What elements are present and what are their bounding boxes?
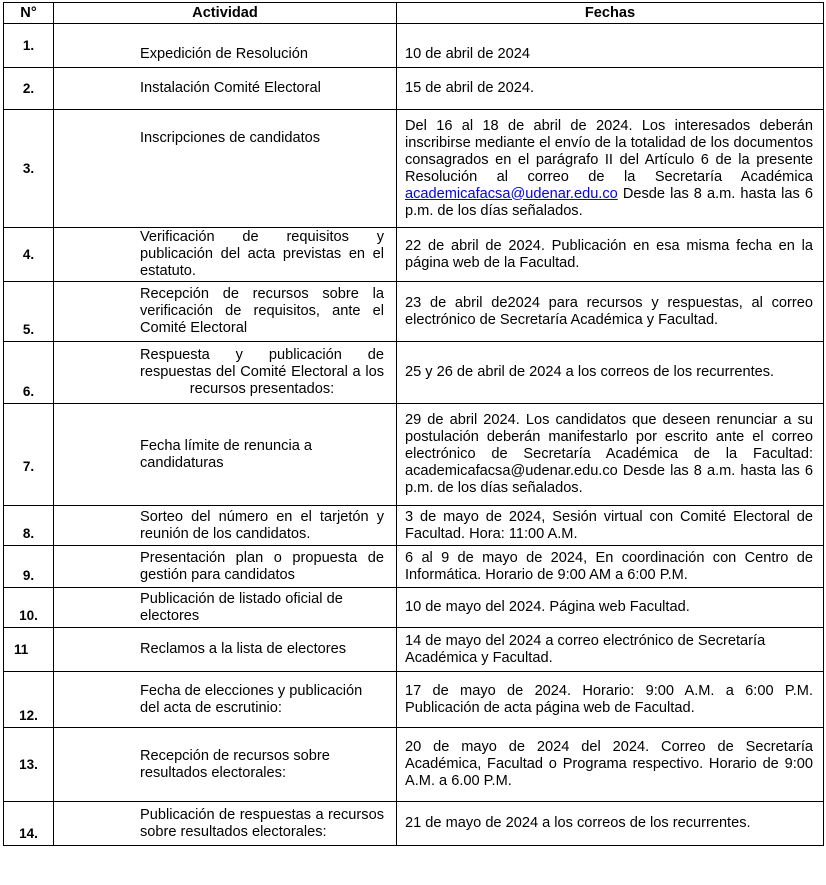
row-number: 9. xyxy=(4,546,54,588)
table-row xyxy=(4,588,824,628)
row-number: 1. xyxy=(4,24,54,68)
row-dates: 10 de mayo del 2024. Página web Facultad. xyxy=(397,588,824,628)
row-number: 10. xyxy=(4,588,54,628)
row-dates: 10 de abril de 2024 xyxy=(397,24,824,68)
header-num: N° xyxy=(4,3,54,24)
row-activity: Recepción de recursos sobre la verificación de requisitos, ante el Comité Electoral xyxy=(54,282,397,342)
table-row xyxy=(4,628,824,672)
table-row xyxy=(4,728,824,802)
row-activity: Verificación de requisitos y publicación del acta previstas en el estatuto. xyxy=(54,228,397,282)
header-dates: Fechas xyxy=(397,3,824,24)
row-number: 14. xyxy=(4,802,54,846)
row-dates: 14 de mayo del 2024 a correo electrónico de Secretaría Académica y Facultad. xyxy=(397,628,824,672)
row-activity: Publicación de respuestas a recursos sobre resultados electorales: xyxy=(54,802,397,846)
row-dates: 23 de abril de2024 para recursos y respuestas, al correo electrónico de Secretaría Académica y Facultad. xyxy=(397,282,824,342)
row-dates: 21 de mayo de 2024 a los correos de los recurrentes. xyxy=(397,802,824,846)
table-row xyxy=(4,506,824,546)
row-activity: Reclamos a la lista de electores xyxy=(54,628,397,672)
table-row xyxy=(4,24,824,68)
row-number: 11 xyxy=(4,628,54,672)
table-row xyxy=(4,672,824,728)
row-number: 2. xyxy=(4,68,54,110)
row-number: 8. xyxy=(4,506,54,546)
table-row xyxy=(4,110,824,228)
row-activity: Respuesta y publicación de respuestas del Comité Electoral a los recursos presentados: xyxy=(54,342,397,404)
row-number: 5. xyxy=(4,282,54,342)
row-dates xyxy=(397,110,824,228)
row-dates: 29 de abril 2024. Los candidatos que deseen renunciar a su postulación deberán manifestarlo por escrito ante el correo electrónico de Secretaría Académica de la Facultad: academicafacsa@udenar.edu.co Desde las 8 a.m. hasta las 6 p.m. de los días señalados. xyxy=(397,404,824,506)
row-dates: 20 de mayo de 2024 del 2024. Correo de Secretaría Académica, Facultad o Programa respectivo. Horario de 9:00 A.M. a 6.00 P.M. xyxy=(397,728,824,802)
dates-text: Del 16 al 18 de abril de 2024. Los interesados deberán inscribirse mediante el envío de la totalidad de los documentos consagrados en el parágrafo II del Artículo 6 de la presente Resolución al correo de la Secretaría Académica xyxy=(405,117,813,185)
row-dates: 15 de abril de 2024. xyxy=(397,68,824,110)
table-row xyxy=(4,546,824,588)
row-activity: Inscripciones de candidatos xyxy=(54,110,397,228)
row-activity: Fecha de elecciones y publicación del acta de escrutinio: xyxy=(54,672,397,728)
row-dates: 3 de mayo de 2024, Sesión virtual con Comité Electoral de Facultad. Hora: 11:00 A.M. xyxy=(397,506,824,546)
schedule-table xyxy=(3,2,824,846)
table-row xyxy=(4,802,824,846)
table-row xyxy=(4,342,824,404)
row-dates: 25 y 26 de abril de 2024 a los correos de los recurrentes. xyxy=(397,342,824,404)
table-row xyxy=(4,228,824,282)
header-activity: Actividad xyxy=(54,3,397,24)
table-row xyxy=(4,404,824,506)
row-number: 6. xyxy=(4,342,54,404)
header-row xyxy=(4,3,824,24)
row-dates: 6 al 9 de mayo de 2024, En coordinación con Centro de Informática. Horario de 9:00 AM a 6:00 P.M. xyxy=(397,546,824,588)
row-number: 4. xyxy=(4,228,54,282)
row-activity: Recepción de recursos sobre resultados electorales: xyxy=(54,728,397,802)
table-row xyxy=(4,68,824,110)
dates-text: Desde las 8 a.m. hasta las 6 p.m. de los días señalados. xyxy=(405,185,813,219)
row-activity: Fecha límite de renuncia a candidaturas xyxy=(54,404,397,506)
row-number: 13. xyxy=(4,728,54,802)
row-activity: Sorteo del número en el tarjetón y reunión de los candidatos. xyxy=(54,506,397,546)
row-activity: Publicación de listado oficial de electores xyxy=(54,588,397,628)
row-activity: Expedición de Resolución xyxy=(54,24,397,68)
row-activity: Presentación plan o propuesta de gestión para candidatos xyxy=(54,546,397,588)
row-dates: 22 de abril de 2024. Publicación en esa misma fecha en la página web de la Facultad. xyxy=(397,228,824,282)
email-link[interactable]: academicafacsa@udenar.edu.co xyxy=(405,185,618,202)
row-number: 3. xyxy=(4,110,54,228)
row-dates: 17 de mayo de 2024. Horario: 9:00 A.M. a 6:00 P.M. Publicación de acta página web de Facultad. xyxy=(397,672,824,728)
row-number: 12. xyxy=(4,672,54,728)
table-row xyxy=(4,282,824,342)
row-number: 7. xyxy=(4,404,54,506)
row-activity: Instalación Comité Electoral xyxy=(54,68,397,110)
